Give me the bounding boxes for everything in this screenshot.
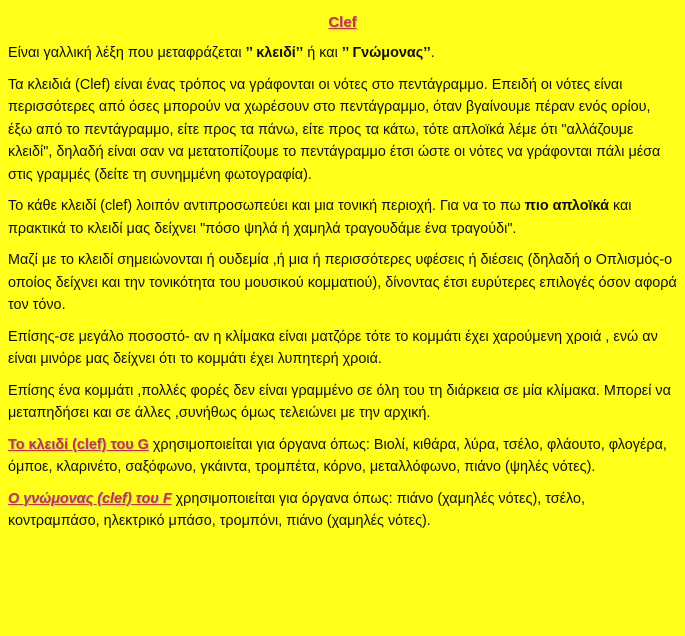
f-clef-text: χρησιμοποιείται για όργανα όπως: πιάνο (χαμηλές νότες), τσέλο, κοντραμπάσο, ηλεκτρικό μπάσο, τρομπόνι, πιάνο (χαμηλές νότες). [8,490,586,529]
definition-text-1: Είναι γαλλική λέξη που μεταφράζεται [8,45,246,61]
tonal-range-bold: πιο απλοϊκά [524,198,609,214]
definition-text-3: . [430,45,435,61]
tonal-range-text-1: Το κάθε κλειδί (clef) λοιπόν αντιπροσωπεύει και μια τονική περιοχή. Για να το πω [8,198,525,214]
term-kleidi: ’’ κλειδί’’ [245,45,304,61]
paragraph-definition [8,42,677,65]
paragraph-g-clef [8,434,677,479]
page-title: Clef [328,14,357,31]
paragraph-tonal-range [8,195,677,240]
g-clef-heading: Το κλειδί (clef) του G [8,436,149,453]
definition-text-2: ή και [303,45,342,61]
paragraph-major-minor: Επίσης-σε μεγάλο ποσοστό- αν η κλίμακα είναι ματζόρε τότε το κομμάτι έχει χαρούμενη χροιά , ενώ αν είναι μινόρε μας δείχνει ότι το κομμάτι έχει λυπητερή χροιά. [8,328,658,367]
g-clef-text: χρησιμοποιείται για όργανα όπως: Βιολί, κιθάρα, λύρα, τσέλο, φλάουτο, φλογέρα, όμποε, κλαρινέτο, σαξόφωνο, γκάιντα, τρομπέτα, κόρνο, μεταλλόφωνο, πιάνο (ψηλές νότες). [8,436,667,475]
paragraph-modulation: Επίσης ένα κομμάτι ,πολλές φορές δεν είναι γραμμένο σε όλη του τη διάρκεια σε μία κλίμακα. Μπορεί να μεταπηδήσει και σε άλλες ,συνήθως όμως τελειώνει με την αρχική. [8,382,671,421]
tonal-range-text-2: και πρακτικά το κλειδί μας δείχνει "πόσο ψηλά ή χαμηλά τραγουδάμε ένα τραγούδι". [8,198,632,237]
term-gnomonas: ’’ Γνώμονας’’ [341,45,431,61]
f-clef-heading: Ο γνώμονας (clef) του F [8,490,172,507]
paragraph-key-signature: Μαζί με το κλειδί σημειώνονται ή ουδεμία ,ή μια ή περισσότερες υφέσεις ή διέσεις (δηλαδή ο Οπλισμός-ο οποίος δείχνει και την τονικότητα του μουσικού κομματιού), δίνοντας έτσι ευρύτερες επιλογές όσον αφορά τον τόνο. [8,252,677,313]
paragraph-f-clef [8,488,677,533]
paragraph-clefs-explanation: Τα κλειδιά (Clef) είναι ένας τρόπος να γράφονται οι νότες στο πεντάγραμμο. Επειδή οι νότες είναι περισσότερες από όσες μπορούν να χωρέσουν στο πεντάγραμμο, όταν βγαίνουμε πέραν ενός ορίου, έξω από το πεντάγραμμο, είτε προς τα πάνω, είτε προς τα κάτω, τότε απλοϊκά λέμε ότι "αλλάζουμε κλειδί", δηλαδή είναι σαν να μετατοπίζουμε το πεντάγραμμο έτσι ώστε οι νότες να γράφονται πάλι μέσα στις γραμμές (δείτε τη συνημμένη φωτογραφία). [8,76,661,183]
